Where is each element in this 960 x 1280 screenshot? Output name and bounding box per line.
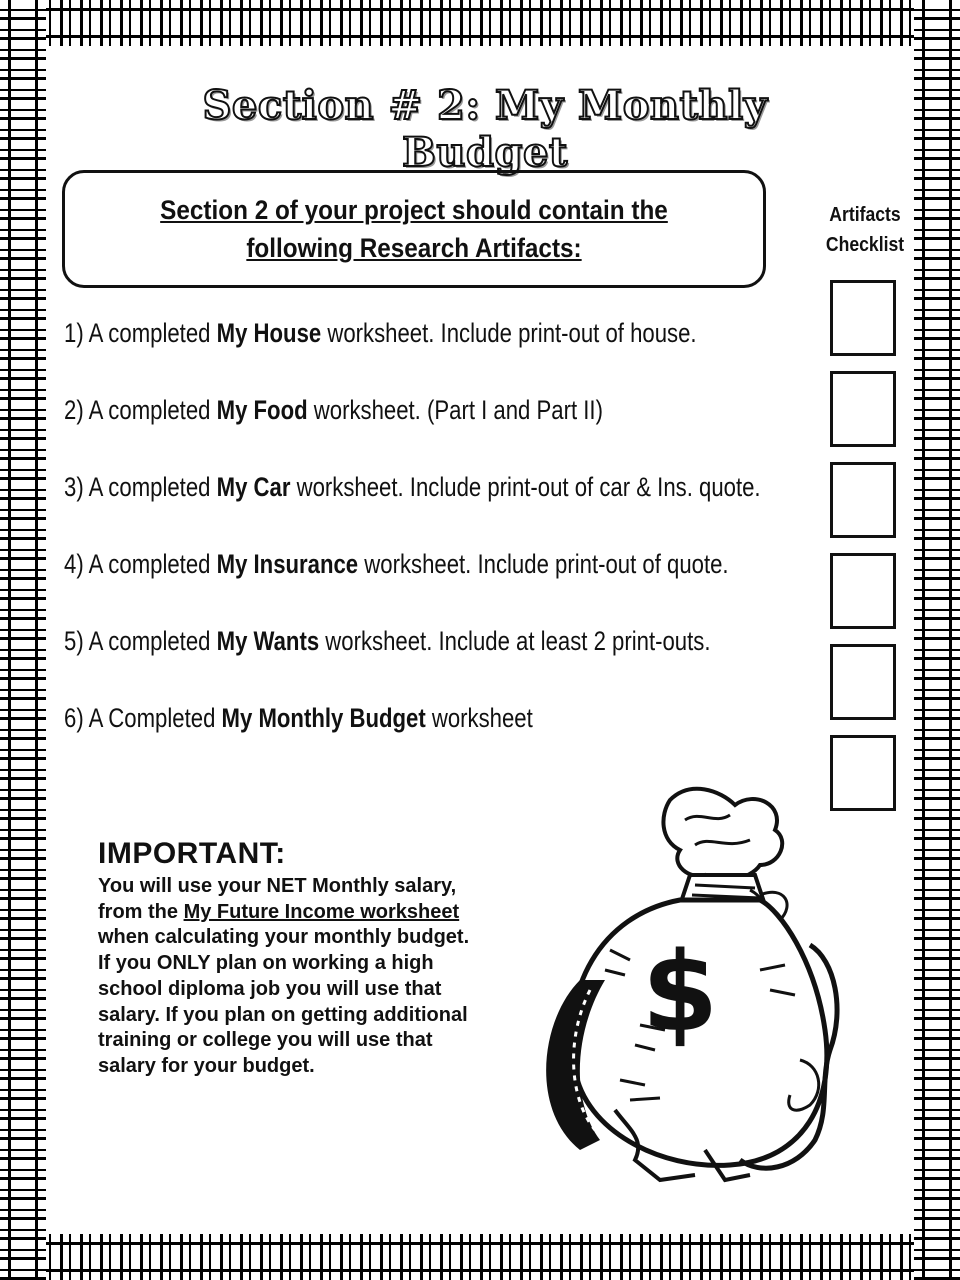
checklist-label-line1: Artifacts <box>829 204 901 226</box>
checklist-label <box>824 200 907 260</box>
border-bottom <box>0 1234 960 1280</box>
border-left <box>0 0 46 1280</box>
item-name: My House <box>216 318 322 348</box>
item-name: My Food <box>216 395 308 425</box>
important-text-2: when calculating your monthly budget. If you ONLY plan on working a high school diploma job you will use that salary. If you plan on getting additional training or college you will use that salary for your budget. <box>98 926 470 1077</box>
important-text-1: You will use your NET Monthly salary, from the <box>98 875 457 923</box>
artifact-item-4 <box>64 541 729 618</box>
item-prefix: 4) A completed <box>64 549 217 579</box>
item-name: My Wants <box>216 626 320 656</box>
item-suffix: worksheet. (Part I and Part II) <box>307 395 603 425</box>
page-title: Section # 2: My Monthly Budget <box>202 82 768 176</box>
money-bag-drawing <box>520 780 850 1200</box>
artifact-item-2 <box>64 387 679 464</box>
artifact-item-6 <box>64 695 679 772</box>
artifact-item-5 <box>64 618 711 695</box>
item-suffix: worksheet. Include at least 2 print-outs. <box>319 626 711 656</box>
checkbox-1[interactable] <box>830 280 896 356</box>
intro-text: Section 2 of your project should contain the following Research Artifacts: <box>160 195 668 263</box>
income-worksheet-link: My Future Income worksheet <box>183 900 460 923</box>
checkbox-2[interactable] <box>830 371 896 447</box>
item-name: My Monthly Budget <box>221 703 426 733</box>
important-body <box>98 874 478 1080</box>
item-suffix: worksheet. Include print-out of quote. <box>358 549 729 579</box>
intro-box <box>62 170 766 288</box>
item-suffix: worksheet <box>425 703 533 733</box>
item-prefix: 2) A completed <box>64 395 217 425</box>
checklist-label-line2: Checklist <box>825 234 905 256</box>
item-prefix: 6) A Completed <box>64 703 222 733</box>
item-suffix: worksheet. Include print-out of car & Ins. quote. <box>290 472 761 502</box>
item-prefix: 1) A completed <box>64 318 217 348</box>
important-note <box>98 836 478 1080</box>
dollar-sign: $ <box>641 928 719 1056</box>
artifact-item-1 <box>64 310 697 387</box>
item-prefix: 3) A completed <box>64 472 217 502</box>
item-name: My Car <box>216 472 291 502</box>
artifact-item-3 <box>64 464 761 541</box>
item-suffix: worksheet. Include print-out of house. <box>321 318 697 348</box>
border-top <box>0 0 960 46</box>
item-name: My Insurance <box>216 549 359 579</box>
money-bag-icon <box>520 780 850 1200</box>
item-prefix: 5) A completed <box>64 626 217 656</box>
important-title: IMPORTANT: <box>98 837 286 870</box>
artifact-list <box>64 310 814 772</box>
checkbox-3[interactable] <box>830 462 896 538</box>
checkbox-4[interactable] <box>830 553 896 629</box>
border-right <box>914 0 960 1280</box>
checkbox-5[interactable] <box>830 644 896 720</box>
